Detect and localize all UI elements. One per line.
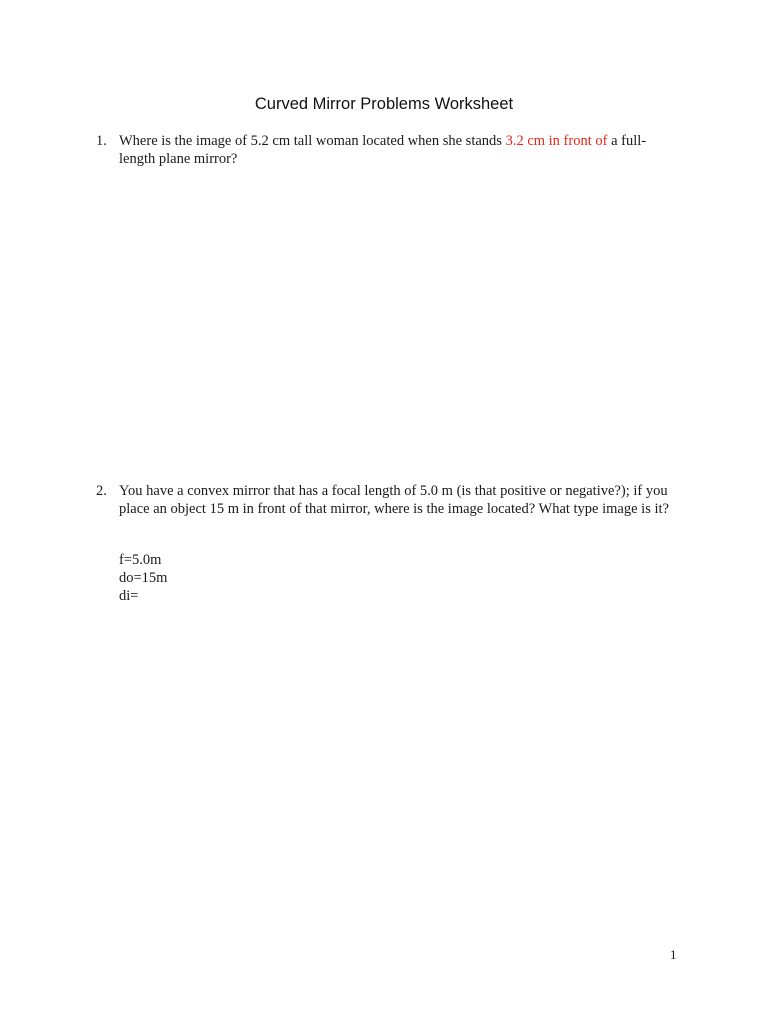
question-number: 1. [96,133,107,149]
page-number: 1 [670,947,677,962]
question-2 [96,482,676,518]
worksheet-title: Curved Mirror Problems Worksheet [254,95,514,113]
given-values [119,551,167,605]
question-text: You have a convex mirror that has a focal length of 5.0 m (is that positive or negative?); if you place an object 15 m in front of that mirror, where is the image located? What type image is it? [119,483,669,517]
question-text [119,132,676,168]
question-text-part: Where is the image of 5.2 cm tall woman located when she stands [119,133,506,149]
given-image-distance: di= [119,588,139,604]
question-text-part: a full-length plane mirror? [119,133,647,167]
given-object-distance: do=15m [119,570,168,586]
given-focal-length: f=5.0m [119,552,162,568]
question-1 [96,132,676,168]
question-number: 2. [96,483,107,499]
highlighted-text: 3.2 cm in front of [505,133,608,149]
